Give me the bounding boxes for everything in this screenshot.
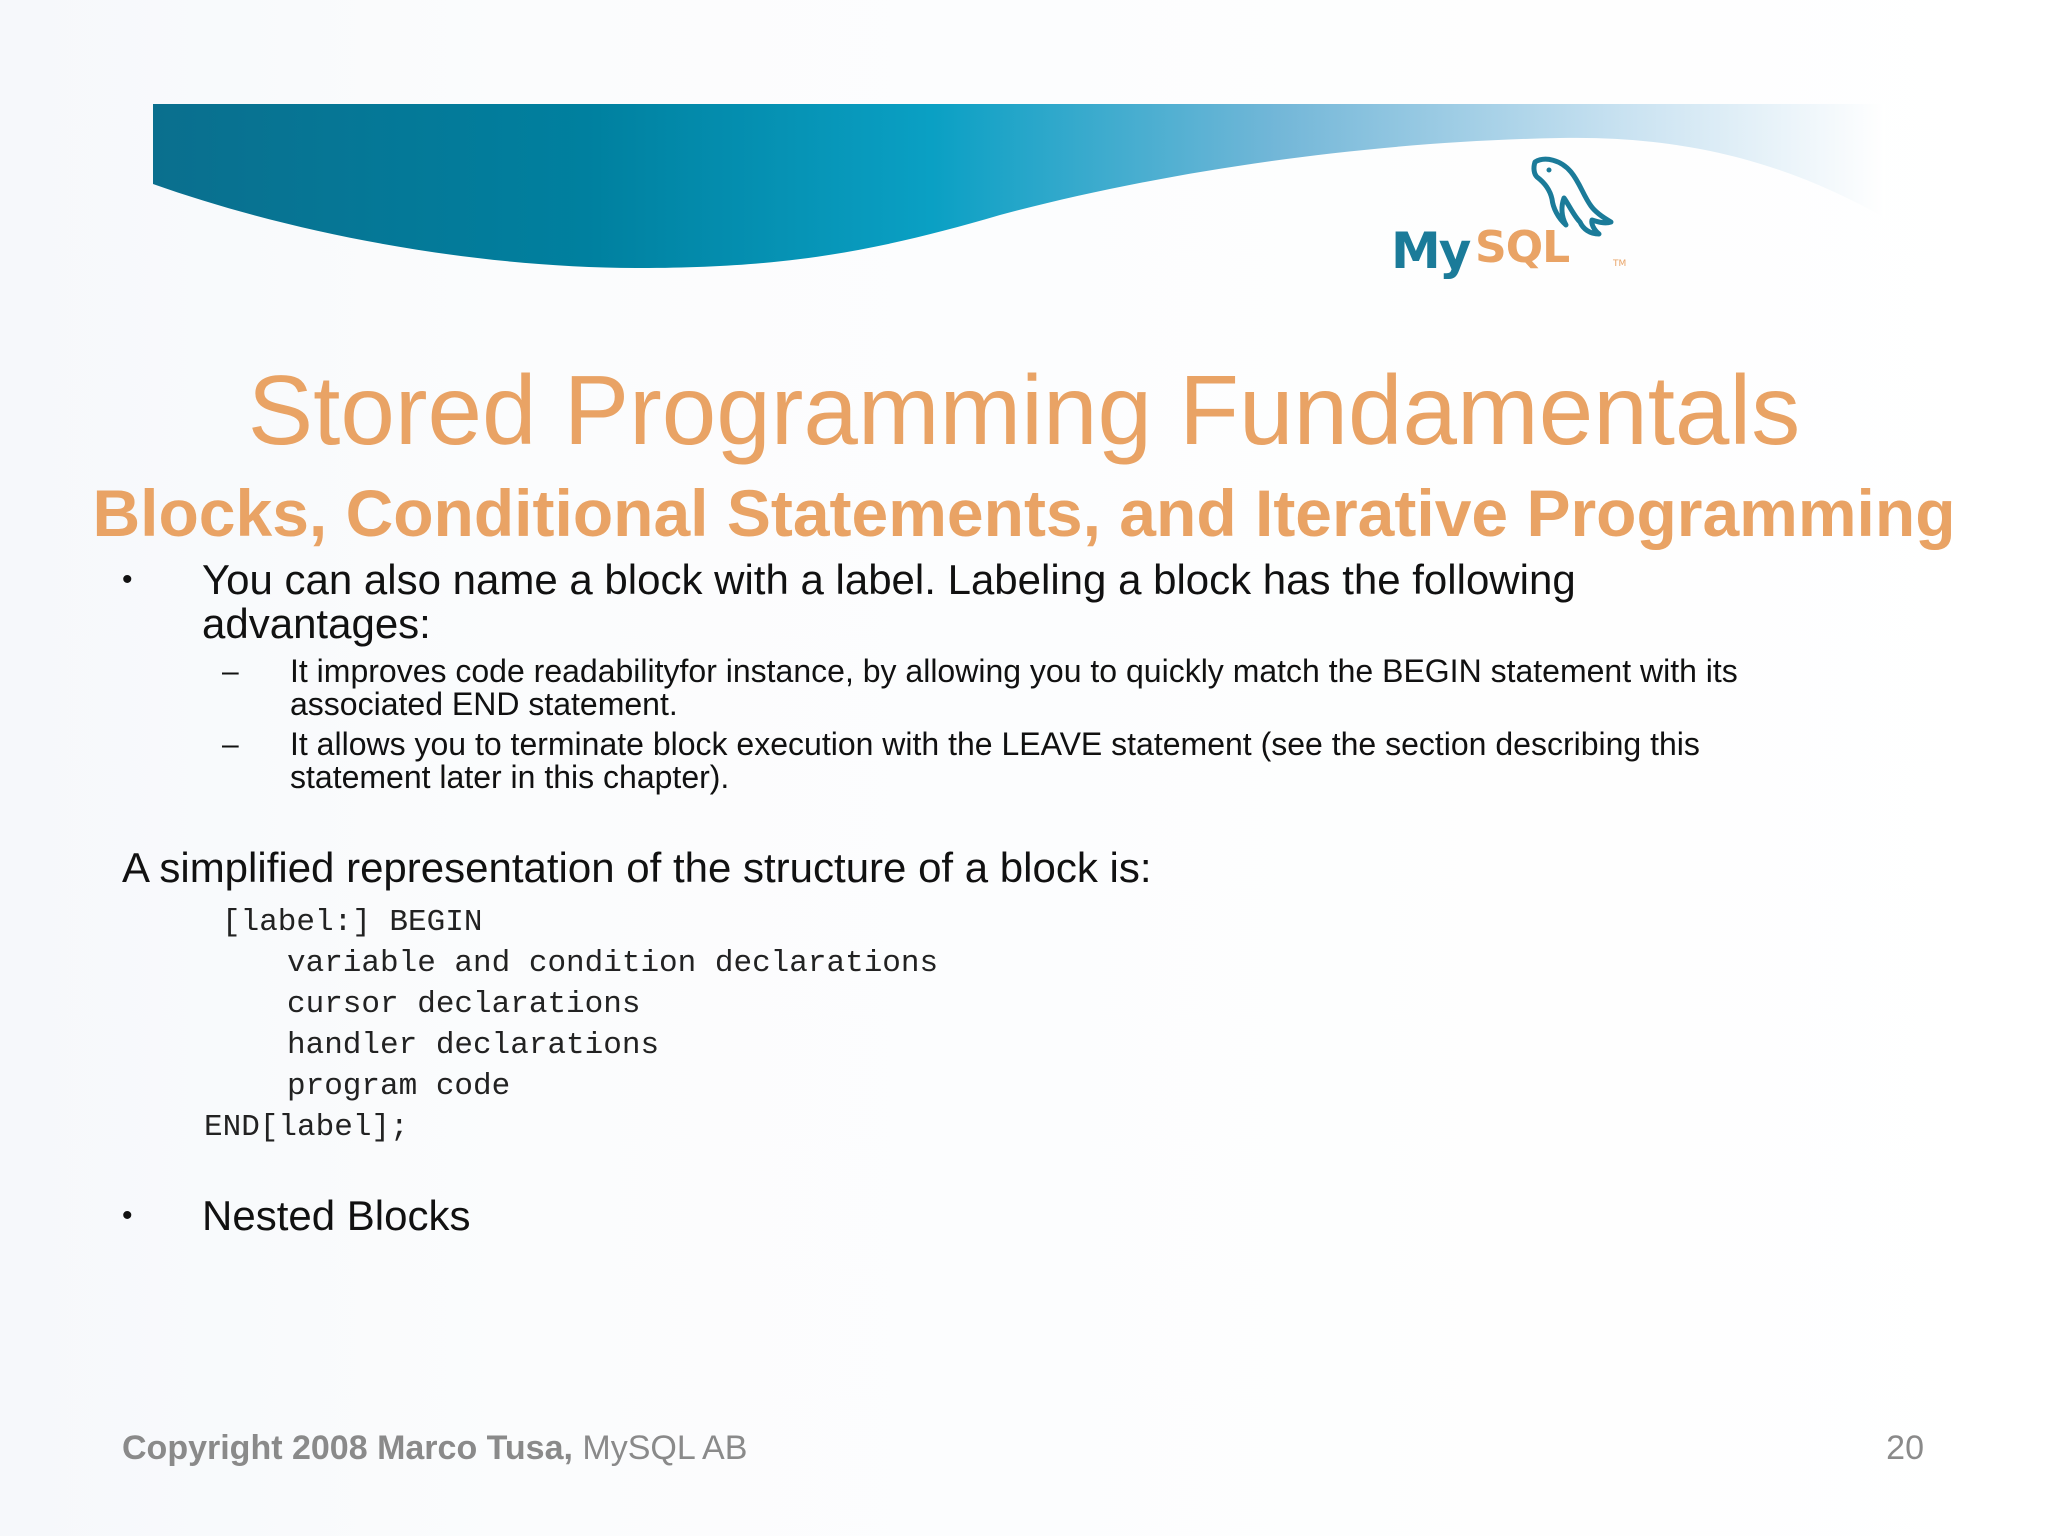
dash-icon: – — [222, 655, 239, 688]
dash-icon: – — [222, 728, 239, 761]
code-line-begin: [label:] BEGIN — [222, 905, 483, 940]
code-line-variables: variable and condition declarations — [287, 946, 939, 981]
code-line-end: END[label]; — [204, 1110, 409, 1145]
svg-text:My: My — [1391, 222, 1470, 280]
sub-bullet-line: statement later in this chapter). — [290, 759, 730, 795]
sub-bullet-readability — [222, 655, 1862, 721]
header-wave-banner — [0, 0, 2048, 300]
mysql-logo — [1385, 150, 1645, 280]
sub-bullet-line: It improves code readabilityfor instance, by allowing you to quickly match the BEGIN statement with its — [290, 653, 1738, 689]
bullet-line: Nested Blocks — [202, 1192, 471, 1239]
copyright-text: Copyright 2008 Marco Tusa, — [122, 1429, 573, 1467]
bullet-dot-icon: • — [122, 1199, 133, 1232]
svg-text:TM: TM — [1613, 259, 1627, 269]
sub-bullet-leave — [222, 728, 1862, 794]
company-name: MySQL AB — [582, 1429, 748, 1467]
bullet-line: You can also name a block with a label. Labeling a block has the following — [202, 556, 1576, 603]
bullet-label-advantages — [120, 558, 1820, 646]
code-line-program: program code — [287, 1069, 511, 1104]
bullet-dot-icon: • — [122, 563, 133, 596]
bullet-text — [202, 1194, 470, 1238]
svg-text:SQL: SQL — [1475, 222, 1570, 273]
sub-bullet-text — [290, 655, 1738, 721]
block-structure-intro: A simplified representation of the structure of a block is: — [122, 844, 1152, 891]
bullet-line: advantages: — [202, 600, 431, 647]
page-number: 20 — [1886, 1429, 1924, 1467]
slide-subtitle: Blocks, Conditional Statements, and Iterative Programming — [92, 476, 1956, 550]
bullet-text — [202, 558, 1576, 646]
sub-bullet-line: associated END statement. — [290, 686, 678, 722]
slide-title: Stored Programming Fundamentals — [247, 355, 1801, 465]
footer-copyright — [122, 1428, 747, 1468]
sub-bullet-text — [290, 728, 1700, 794]
code-line-cursor: cursor declarations — [287, 987, 641, 1022]
sub-bullet-line: It allows you to terminate block execution with the LEAVE statement (see the section describing this — [290, 726, 1700, 762]
code-line-handler: handler declarations — [287, 1028, 660, 1063]
bullet-nested-blocks — [120, 1194, 1820, 1238]
